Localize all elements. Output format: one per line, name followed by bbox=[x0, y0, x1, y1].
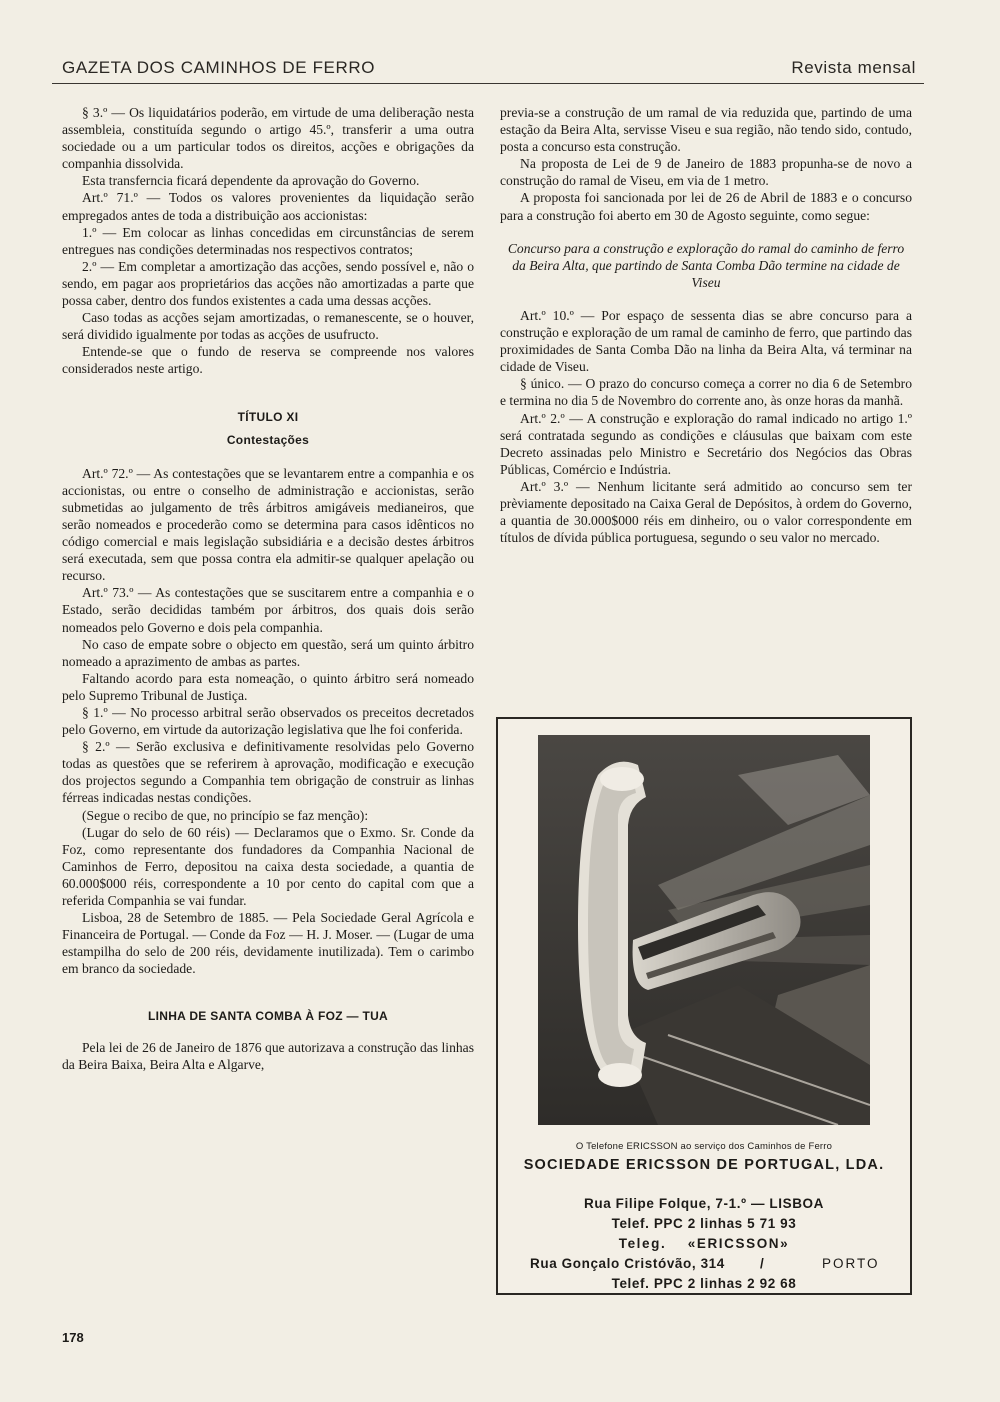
paragraph: No caso de empate sobre o objecto em questão, será um quinto árbitro nomeado a aprazimento de ambas as partes. bbox=[62, 636, 474, 669]
paragraph: Art.º 10.º — Por espaço de sessenta dias se abre concurso para a construção e exploração de um ramal de caminho de ferro, que partindo das proximidades de Santa Comba Dão na linha da Beira Alta, vá terminar na cidade de Viseu. bbox=[500, 307, 912, 375]
right-column bbox=[500, 104, 912, 546]
ad-slash: / bbox=[760, 1256, 765, 1271]
paragraph: (Lugar do selo de 60 réis) — Declaramos que o Exmo. Sr. Conde da Foz, como representante dos fundadores da Companhia Nacional de Caminhos de Ferro, depositou na caixa desta sociedade, a quantia de 60.000$000 réis, correspondente a 10 por cento do capital com que a referida Companhia se vai fundar. bbox=[62, 824, 474, 909]
ad-teleg: Teleg. «ERICSSON» bbox=[618, 1236, 790, 1251]
ad-city-porto: PORTO bbox=[822, 1256, 880, 1271]
telephone-handset-train-illustration bbox=[538, 735, 870, 1125]
section-title: TÍTULO XI bbox=[237, 409, 299, 424]
left-column bbox=[62, 104, 474, 1073]
ad-telef-porto: Telef. PPC 2 linhas 2 92 68 bbox=[611, 1276, 797, 1291]
paragraph: Esta transferncia ficará dependente da aprovação do Governo. bbox=[82, 173, 420, 189]
running-header bbox=[62, 58, 916, 84]
paragraph: previa-se a construção de um ramal de via reduzida que, partindo de uma estação da Beira Alta, servisse Viseu e sua região, não tendo sido, contudo, posta a concurso esta construção. bbox=[500, 105, 912, 155]
paragraph: Faltando acordo para esta nomeação, o quinto árbitro será nomeado pelo Supremo Tribunal de Justiça. bbox=[62, 670, 474, 703]
page-number: 178 bbox=[62, 1330, 84, 1345]
paragraph: Art.º 71.º — Todos os valores provenientes da liquidação serão empregados antes de toda a distribuição aos accionistas: bbox=[62, 190, 474, 223]
paragraph: 1.º — Em colocar as linhas concedidas em circunstâncias de serem entregues nas condições determinadas nos respectivos contratos; bbox=[62, 224, 474, 257]
paragraph: Lisboa, 28 de Setembro de 1885. — Pela Sociedade Geral Agrícola e Financeira de Portugal. — Conde da Foz — H. J. Moser. — (Lugar de uma estampilha do selo de 200 réis, devidamente inutilizada). Tem o carimbo em branco da sociedade. bbox=[62, 910, 474, 977]
header-rule bbox=[52, 83, 924, 84]
journal-subtitle: Revista mensal bbox=[791, 58, 916, 77]
paragraph: Art.º 2.º — A construção e exploração do ramal indicado no artigo 1.º será contratada segundo as condições e cláusulas que baixam com este Decreto assinadas pelo Ministro e Secretário dos Negócios das Obras Públicas, Comércio e Indústria. bbox=[500, 410, 912, 477]
paragraph: § 2.º — Serão exclusiva e definitivamente resolvidas pelo Governo todas as questões que se referirem à aprovação, modificação e execução dos projectos segundo a Companhia tem obrigação de construir as linhas férreas indicadas nestas condições. bbox=[62, 739, 474, 806]
paragraph: Pela lei de 26 de Janeiro de 1876 que autorizava a construção das linhas da Beira Baixa, Beira Alta e Algarve, bbox=[62, 1039, 474, 1072]
paragraph: 2.º — Em completar a amortização das acções, sendo possível e, não o sendo, em pagar aos proprietários das acções não amortizadas a parte que possa caber, dentro dos fundos existentes a cada uma dessas acções. bbox=[62, 258, 474, 309]
paragraph: § único. — O prazo do concurso começa a correr no dia 6 de Setembro e termina no dia 5 de Novembro do corrente ano, às onze horas da manhã. bbox=[500, 376, 912, 409]
ad-caption: O Telefone ERICSSON ao serviço dos Caminhos de Ferro bbox=[575, 1141, 833, 1152]
ad-telef-lisboa: Telef. PPC 2 linhas 5 71 93 bbox=[611, 1216, 797, 1231]
paragraph: § 3.º — Os liquidatários poderão, em virtude de uma deliberação nesta assembleia, constituída segundo o artigo 45.º, transferir a uma outra sociedade ou a um particular todos os direitos, acções e obrigações da companhia dissolvida. bbox=[62, 105, 474, 172]
ericsson-advertisement bbox=[496, 717, 912, 1295]
paragraph: Caso todas as acções sejam amortizadas, o remanescente, se o houver, será dividido igualmente por todas as acções de usufructo. bbox=[62, 310, 474, 343]
concurso-title: Concurso para a construção e exploração do ramal do caminho de ferro da Beira Alta, que partindo de Santa Comba Dão termine na cidade de Viseu bbox=[507, 240, 905, 290]
paragraph: Entende-se que o fundo de reserva se compreende nos valores considerados neste artigo. bbox=[62, 344, 474, 377]
paragraph: Na proposta de Lei de 9 de Janeiro de 1883 propunha-se de novo a construção do ramal de Viseu, em via de 1 metro. bbox=[500, 156, 912, 189]
paragraph: Art.º 73.º — As contestações que se suscitarem entre a companhia e o Estado, serão decididas também por árbitros, dos quais dois serão nomeados pelo Governo e dois pela companhia. bbox=[62, 585, 474, 635]
section-subtitle: Contestações bbox=[226, 432, 310, 447]
paragraph: § 1.º — No processo arbitral serão observados os preceitos decretados pelo Governo, em virtude da autorização legislativa que lhe foi conferida. bbox=[62, 705, 474, 738]
paragraph: Art.º 72.º — As contestações que se levantarem entre a companhia e os accionistas, ou entre o conselho de administração e accionistas, serão submetidas ao julgamento de três árbitros amigáveis medianeiros, que serão nomeados e procederão como se determina para casos idênticos no código comercial e mais legislação subsidiária e a decisão destes árbitros será executada, sem que possa contra ela admitir-se qualquer apelação ou recurso. bbox=[62, 465, 474, 584]
ad-company-name: SOCIEDADE ERICSSON DE PORTUGAL, LDA. bbox=[523, 1157, 885, 1173]
paragraph: (Segue o recibo de que, no princípio se faz menção): bbox=[82, 807, 369, 823]
ad-address-lisboa: Rua Filipe Folque, 7-1.º — LISBOA bbox=[584, 1196, 824, 1211]
paragraph: Art.º 3.º — Nenhum licitante será admitido ao concurso sem ter prèviamente depositado na Caixa Geral de Depósitos, à ordem do Governo, a quantia de 30.000$000 réis em dinheiro, ou o valor correspondente em títulos de dívida pública portuguesa, segundo o seu valor no mercado. bbox=[500, 478, 912, 546]
ad-address-porto: Rua Gonçalo Cristóvão, 314 bbox=[530, 1256, 725, 1271]
paragraph: A proposta foi sancionada por lei de 26 de Abril de 1883 e o concurso para a construção foi aberto em 30 de Agosto seguinte, como segue: bbox=[500, 190, 912, 223]
journal-title: GAZETA DOS CAMINHOS DE FERRO bbox=[62, 58, 376, 77]
illustration-icon bbox=[538, 735, 870, 1125]
line-title: LINHA DE SANTA COMBA À FOZ — TUA bbox=[147, 1008, 389, 1023]
